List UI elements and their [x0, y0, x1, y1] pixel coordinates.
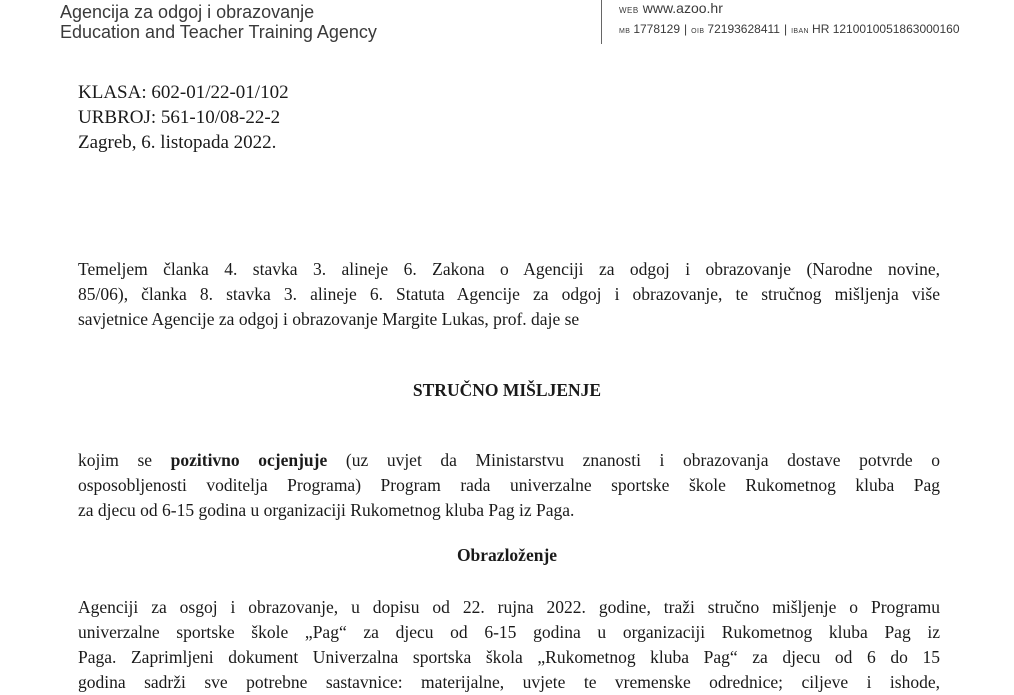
- web-label: WEB: [619, 6, 639, 15]
- opinion-paragraph: [78, 448, 940, 523]
- separator: |: [783, 22, 788, 36]
- reasoning-line: godina sadrži sve potrebne sastavnice: materijalne, uvjete te vremenske odrednice; ciljeve i ishode,: [78, 672, 940, 692]
- web-value: www.azoo.hr: [642, 0, 723, 16]
- web-address: [619, 0, 723, 16]
- opinion-line: [78, 448, 940, 473]
- document-title: STRUČNO MIŠLJENJE: [412, 380, 602, 400]
- mb-value: 1778129: [633, 22, 681, 36]
- oib-value: 72193628411: [707, 22, 780, 36]
- reasoning-paragraph: [78, 595, 940, 695]
- oib-label: OIB: [691, 28, 705, 35]
- urbroj: URBROJ: 561-10/08-22-2: [78, 107, 281, 128]
- agency-name-english: Education and Teacher Training Agency: [60, 22, 377, 42]
- section-subtitle: Obrazloženje: [456, 545, 558, 565]
- reasoning-line: univerzalne sportske škole „Pag“ za djecu od 6-15 godina u organizaciji Rukometnog kluba Pag iz: [78, 622, 940, 642]
- opinion-line: osposobljenosti voditelja Programa) Program rada univerzalne sportske škole Rukometnog kluba Pag: [78, 475, 940, 495]
- reasoning-line: Agenciji za osgoj i obrazovanje, u dopisu od 22. rujna 2022. godine, traži stručno mišljenje o Programu: [78, 597, 940, 617]
- mb-label: MB: [619, 28, 631, 35]
- intro-line: 85/06), članka 8. stavka 3. alineje 6. Statuta Agencije za odgoj i obrazovanje, te stručnog mišljenja više: [78, 284, 940, 304]
- registration-ids: [619, 22, 960, 36]
- place-and-date: Zagreb, 6. listopada 2022.: [78, 132, 277, 153]
- iban-label: IBAN: [791, 28, 810, 35]
- letterhead-divider: [601, 0, 602, 44]
- opinion-verdict: pozitivno ocjenjuje: [170, 450, 328, 470]
- opinion-suffix: (uz uvjet da Ministarstvu znanosti i obrazovanja dostave potvrde o: [327, 450, 940, 470]
- reasoning-line: Paga. Zaprimljeni dokument Univerzalna sportska škola „Rukometnog kluba Pag“ za djecu od 6 do 15: [78, 647, 940, 667]
- opinion-prefix: kojim se: [78, 450, 171, 470]
- klasa: KLASA: 602-01/22-01/102: [78, 82, 289, 103]
- iban-value: HR 1210010051863000160: [812, 22, 960, 36]
- opinion-line: za djecu od 6-15 godina u organizaciji Rukometnog kluba Pag iz Paga.: [78, 500, 575, 520]
- intro-line: Temeljem članka 4. stavka 3. alineje 6. Zakona o Agenciji za odgoj i obrazovanje (Narodne novine,: [78, 259, 940, 279]
- agency-name-croatian: Agencija za odgoj i obrazovanje: [60, 2, 315, 22]
- intro-paragraph: [78, 257, 940, 332]
- separator: |: [684, 22, 688, 36]
- intro-line: savjetnice Agencije za odgoj i obrazovanje Margite Lukas, prof. daje se: [78, 309, 580, 329]
